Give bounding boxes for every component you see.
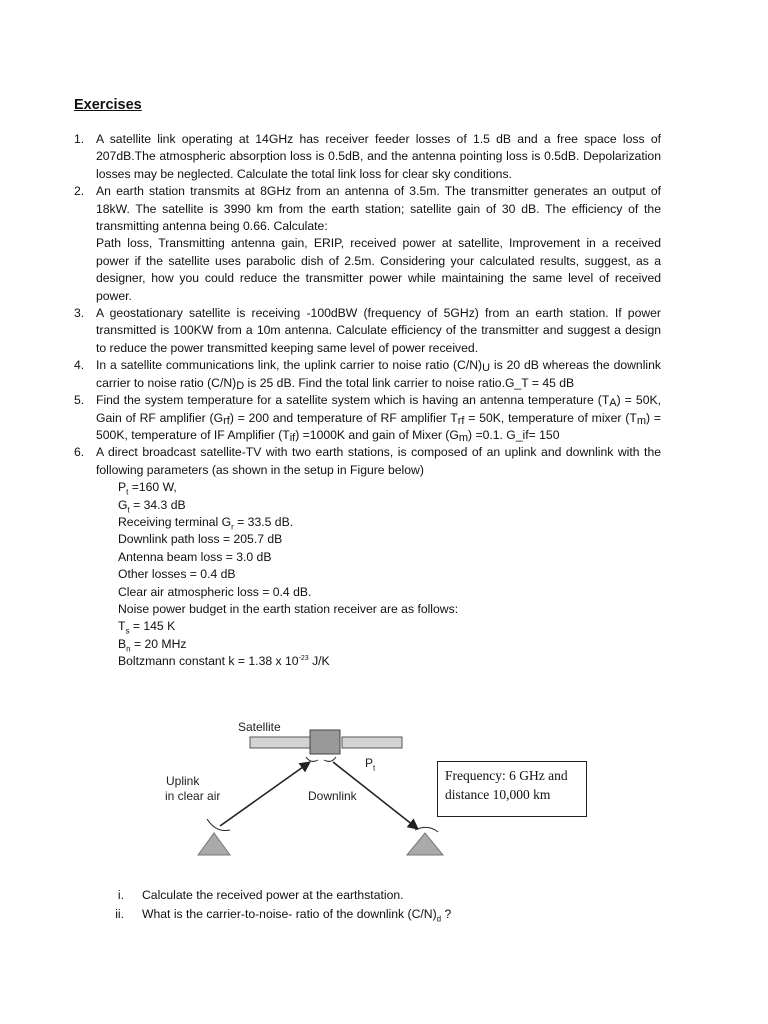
exercise-text-part: ) = 50K, Gain of RF amplifier (G (96, 393, 661, 425)
solar-panel-left (250, 737, 310, 748)
param-gr (118, 514, 661, 531)
param-text: =160 W, (128, 480, 177, 495)
subscript: t (127, 504, 130, 514)
exercise-item-5 (74, 392, 661, 444)
exercise-item-3 (74, 305, 661, 357)
exercise-text: A satellite link operating at 14GHz has receiver feeder losses of 1.5 dB and a free space loss of 207dB.The atmospheric absorption loss is 0.5dB, and the antenna pointing loss is 0.5dB. Depolarization losses may be neglected. Calculate the total link loss for clear sky conditions. (96, 132, 661, 181)
pt-label-text: P (365, 756, 374, 770)
param-gt (118, 497, 661, 514)
exercise-text-part: ) =0.1. G_if= 150 (468, 427, 560, 442)
param-text: = 20 MHz (130, 636, 187, 651)
subscript: t (373, 763, 376, 773)
param-downlink-loss: Downlink path loss = 205.7 dB (118, 532, 283, 547)
subscript: n (126, 644, 131, 654)
question-list (100, 886, 660, 924)
param-ts (118, 618, 661, 635)
param-noise-title: Noise power budget in the earth station receiver are as follows: (118, 601, 459, 616)
exercise-text: A geostationary satellite is receiving -100dBW (frequency of 5GHz) from an earth station. If power transmitted is 100KW from a 10m antenna. Calculate efficiency of the transmitter and suggest a design to reduce the power transmitted keeping same level of power received. (96, 306, 661, 355)
subscript: U (482, 362, 491, 375)
exercise-item-1 (74, 131, 661, 183)
subscript: D (236, 379, 245, 392)
param-beam-loss: Antenna beam loss = 3.0 dB (118, 549, 272, 564)
uplink-label-2: in clear air (165, 789, 221, 803)
subscript: A (609, 397, 617, 410)
question-item-ii (100, 905, 660, 924)
subscript: r (231, 522, 234, 532)
param-text: Receiving terminal G (118, 514, 232, 529)
exercise-number: 6. (74, 445, 85, 460)
exercise-text: An earth station transmits at 8GHz from an antenna of 3.5m. The transmitter generates an output of 18kW. The satellite is 3990 km from the earth station; satellite gain of 30 dB. The efficiency of the transmitting antenna being 0.66. Calculate: (96, 184, 661, 234)
subscript: rf (457, 414, 465, 427)
exercise-item-4 (74, 357, 661, 392)
distance-text: distance 10,000 km (445, 787, 551, 802)
satellite-label: Satellite (238, 720, 281, 734)
subscript: t (126, 487, 129, 497)
param-text: = 145 K (129, 619, 176, 634)
param-text: B (118, 636, 127, 651)
uplink-label: Uplink (166, 774, 200, 788)
exercise-text-part: Find the system temperature for a satellite system which is having an antenna temperature (T (96, 393, 610, 408)
exercise-number: 4. (74, 358, 85, 373)
earth-station-base-right (407, 833, 443, 855)
uplink-arrow (220, 762, 310, 826)
superscript: -23 (298, 655, 309, 663)
param-text: J/K (308, 654, 330, 669)
param-bn (118, 636, 661, 653)
exercise-number: 3. (74, 306, 85, 321)
question-number: i. (117, 888, 124, 902)
exercise-text-part: ) =1000K and gain of Mixer (G (295, 427, 459, 442)
param-text: G (118, 497, 128, 512)
param-text: = 33.5 dB. (233, 514, 294, 529)
question-text: Calculate the received power at the earthstation. (142, 888, 404, 902)
param-text: T (118, 619, 126, 634)
exercise-text: A direct broadcast satellite-TV with two earth stations, is composed of an uplink and downlink with the following parameters (as shown in the setup in Figure below) (96, 445, 661, 477)
parameter-list (118, 479, 661, 670)
downlink-label: Downlink (308, 789, 357, 803)
subscript: m (636, 414, 646, 427)
earth-station-base-left (198, 833, 230, 855)
exercise-number: 2. (74, 184, 85, 199)
exercise-text-continued: Path loss, Transmitting antenna gain, ERIP, received power at satellite, Improvement in a received power if the satellite uses parabolic dish of 2.5m. Considering your calculated results, suggest, as a designer, how you could reduce the transmitter power while maintaining the same level of received power. (96, 236, 661, 303)
subscript: m (458, 431, 469, 444)
exercise-list (74, 131, 661, 671)
frequency-text: Frequency: 6 GHz and (445, 768, 568, 783)
satellite-dish-right (324, 757, 336, 761)
param-boltzmann (118, 653, 661, 670)
exercise-text-part: is 20 dB whereas the downlink carrier to noise ratio (C/N) (96, 358, 661, 390)
satellite-link-diagram (165, 716, 590, 861)
exercise-text-part: is 25 dB. Find the total link carrier to noise ratio.G_T = 45 dB (244, 375, 575, 390)
exercise-item-2 (74, 183, 661, 305)
param-text: = 34.3 dB (129, 497, 186, 512)
question-number: ii. (115, 907, 124, 921)
param-text: P (118, 480, 127, 495)
pt-label (365, 756, 376, 773)
earth-dish-right (415, 827, 438, 832)
question-text: What is the carrier-to-noise- ratio of the downlink (C/N) (142, 907, 437, 921)
param-other-losses: Other losses = 0.4 dB (118, 567, 236, 582)
question-item-i (100, 886, 660, 905)
exercise-number: 1. (74, 132, 85, 146)
exercise-text-part: In a satellite communications link, the uplink carrier to noise ratio (C/N) (96, 358, 483, 373)
exercise-text-part: ) = 500K, temperature of IF Amplifier (T (96, 410, 661, 442)
subscript: if (289, 431, 296, 444)
param-text: Boltzmann constant k = 1.38 x 10 (118, 654, 299, 669)
exercise-text-part: ) = 200 and temperature of RF amplifier T (229, 410, 458, 425)
solar-panel-right (342, 737, 402, 748)
exercise-text-part: = 50K, temperature of mixer (T (464, 410, 637, 425)
question-text-tail: ? (441, 907, 452, 921)
satellite-dish-left (306, 757, 318, 761)
frequency-box (437, 761, 587, 817)
param-pt (118, 479, 661, 496)
exercise-item-6 (74, 444, 661, 670)
exercise-number: 5. (74, 393, 85, 408)
subscript: d (436, 914, 442, 924)
exercises-heading: Exercises (74, 97, 142, 113)
param-clear-air: Clear air atmospheric loss = 0.4 dB. (118, 584, 312, 599)
satellite-body (310, 730, 340, 754)
subscript: s (125, 626, 130, 636)
subscript: rf (223, 414, 230, 427)
